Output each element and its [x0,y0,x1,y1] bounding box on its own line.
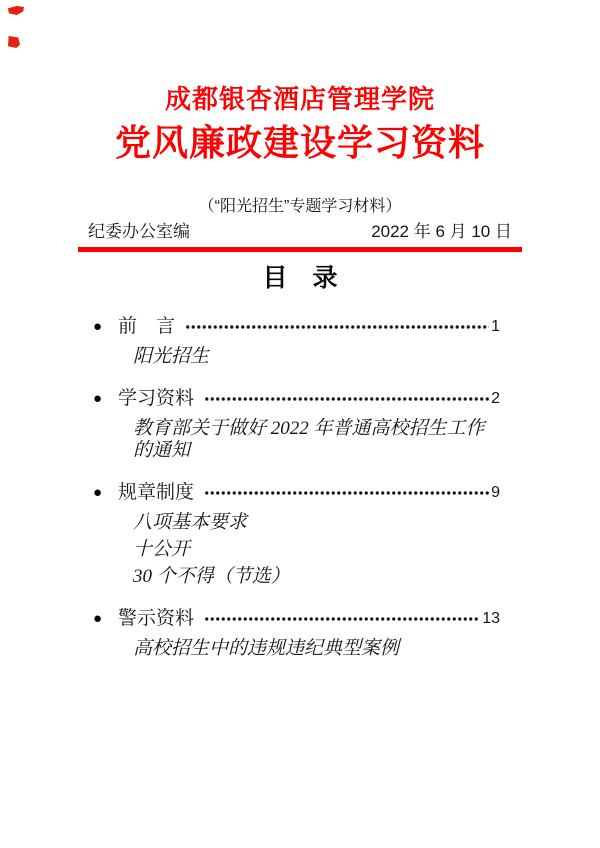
toc-sub-item: 30 个不得（节选） [133,566,290,587]
institution-title: 成都银杏酒店管理学院 [164,84,435,114]
toc-sub-item: 高校招生中的违规违纪典型案例 [133,638,400,659]
document-subtitle: （“阳光招生”专题学习材料） [198,198,402,215]
toc-page-number: 13 [482,610,500,627]
dot-leader [204,608,480,630]
red-divider-rule [78,247,522,252]
toc-item-label: 学习资料 [118,388,195,409]
document-header [0,0,600,252]
toc-page-number: 1 [491,318,500,335]
toc-item-label: 警示资料 [118,608,195,629]
toc-sub-item: 十公开 [133,539,191,560]
editor-date-row [78,221,522,243]
dot-leader [185,316,489,338]
toc-sub-item: 教育部关于做好 2022 年普通高校招生工作的通知 [133,418,485,461]
document-title: 党风廉政建设学习资料 [114,123,485,163]
date-label: 2022 年 6 月 10 日 [371,222,512,241]
bullet-icon: ● [93,390,103,407]
bullet-icon: ● [93,484,103,501]
toc-sub-item: 八项基本要求 [133,512,248,533]
toc-page-number: 2 [491,390,500,407]
toc-item [93,482,500,504]
table-of-contents [93,316,500,660]
toc-sub-item: 阳光招生 [133,346,210,367]
bullet-icon: ● [93,318,103,335]
dot-leader [204,388,489,410]
toc-item [93,316,500,338]
toc-item-label: 前 言 [118,316,176,337]
editor-label: 纪委办公室编 [88,222,190,241]
toc-page-number: 9 [491,484,500,501]
bullet-icon: ● [93,610,103,627]
toc-heading: 目 录 [262,265,338,292]
toc-item-label: 规章制度 [118,482,195,503]
toc-item [93,608,500,630]
toc-item [93,388,500,410]
dot-leader [204,482,489,504]
